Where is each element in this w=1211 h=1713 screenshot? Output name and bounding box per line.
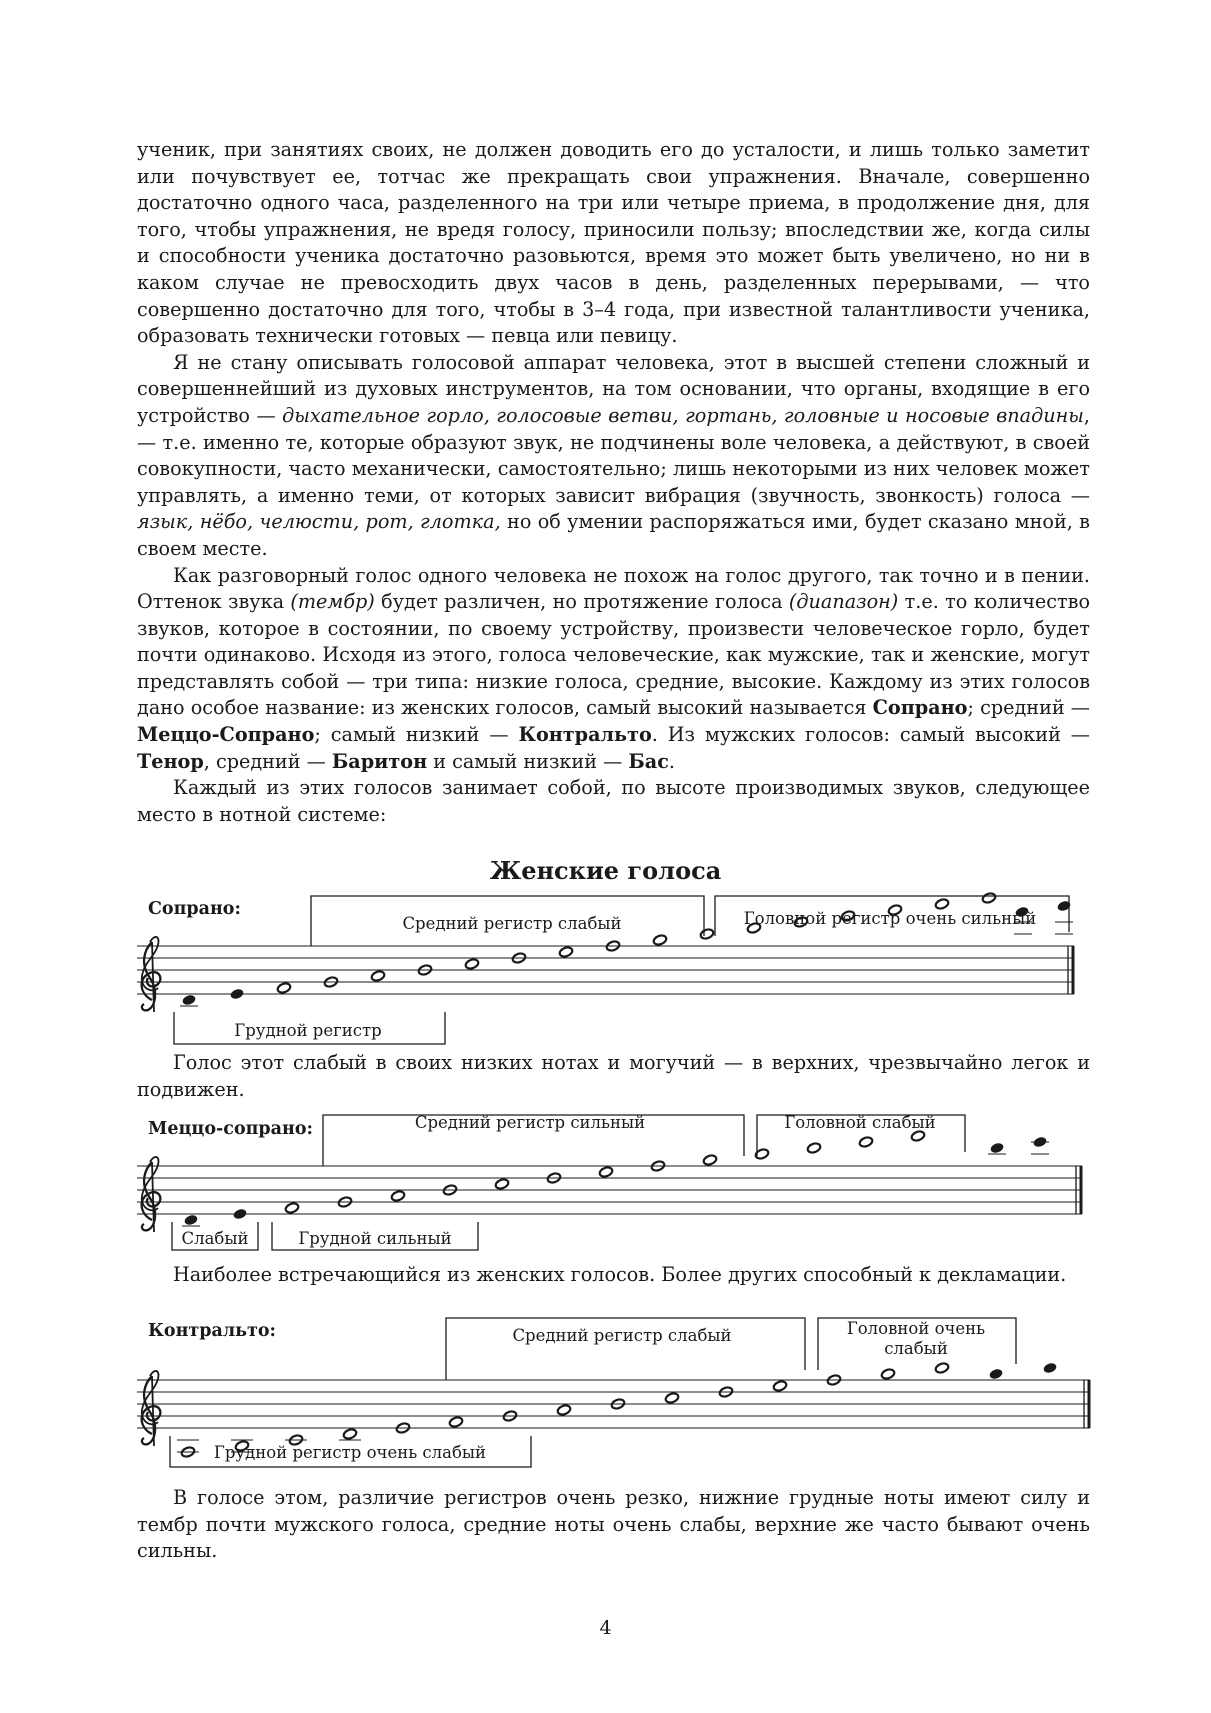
contralto-register-mid: Средний регистр слабый xyxy=(512,1326,732,1345)
treble-clef-icon xyxy=(142,937,161,1012)
treble-clef-icon xyxy=(142,1371,161,1446)
paragraph-1: ученик, при занятиях своих, не должен доводить его до усталости, и лишь только заметит или почувствует ее, тотчас же прекращать свои упражнения. Вначале, совершенно достаточно одного часа, разделенного на три или четыре приема, в продолжение дня, для того, чтобы упражнения, не вредя голосу, приносили пользу; впоследствии же, когда силы и способности ученика достаточно разовьются, время это может быть увеличено, но ни в каком случае не превосходить двух часов в день, разделенных перерывами, — что совершенно достаточно для того, чтобы в 3–4 года, при известной талантливости ученика, образовать технически готовых — певца или певицу. xyxy=(137,138,1090,348)
paragraph-2: Я не стану описывать голосовой аппарат человека, этот в высшей степени сложный и совершеннейший из духовых инструментов, на том основании, что органы, входящие в его устройство — дыхательное горло, голосовые ветви, гортань, головные и носовые впадины, — т.е. именно те, которые образуют звук, не подчинены воле человека, а действуют, в своей совокупности, часто механически, самостоятельно; лишь некоторыми из них человек может управлять, а именно теми, от которых зависит вибрация (звучность, звонкость) голоса — язык, нёбо, челюсти, рот, глотка, но об умении распоряжаться ими, будет сказано мной, в своем месте. xyxy=(137,350,1090,560)
page-number: 4 xyxy=(599,1617,612,1639)
paragraph-3: Как разговорный голос одного человека не похож на голос другого, так точно и в пении. Оттенок звука (тембр) будет различен, но протяжение голоса (диапазон) т.е. то количество звуков, которое в состоянии, по своему устройству, произвести человеческое горло, будет почти одинаково. Исходя из этого, голоса человеческие, как мужские, так и женские, могут представлять собой — три типа: низкие голоса, средние, высокие. Каждому из этих голосов дано особое название: из женских голосов, самый высокий называется Сопрано; средний — Меццо-Сопрано; самый низкий — Контральто. Из мужских голосов: самый высокий — Тенор, средний — Баритон и самый низкий — Бас. xyxy=(137,563,1090,773)
soprano-label: Сопрано: xyxy=(148,899,241,919)
contralto-caption: В голосе этом, различие регистров очень резко, нижние грудные ноты имеют силу и тембр почти мужского голоса, средние ноты очень слабы, верхние же часто бывают очень сильны. xyxy=(137,1486,1090,1563)
soprano-register-mid: Средний регистр слабый xyxy=(402,914,622,933)
soprano-register-chest: Грудной регистр xyxy=(234,1021,382,1040)
mezzo-label: Меццо-сопрано: xyxy=(148,1119,313,1139)
soprano-register-head: Головной регистр очень сильный xyxy=(743,909,1037,928)
contralto-register-head-line1: Головной очень xyxy=(846,1319,986,1338)
mezzo-register-mid: Средний регистр сильный xyxy=(414,1113,646,1132)
treble-clef-icon xyxy=(142,1157,161,1232)
contralto-label: Контральто: xyxy=(148,1321,277,1341)
section-heading: Женские голоса xyxy=(489,856,722,885)
mezzo-register-head: Головной слабый xyxy=(784,1113,936,1132)
mezzo-register-chest: Грудной сильный xyxy=(298,1229,452,1248)
contralto-register-head-line2: слабый xyxy=(884,1339,948,1358)
paragraph-4: Каждый из этих голосов занимает собой, по высоте производимых звуков, следующее место в нотной системе: xyxy=(137,776,1090,826)
mezzo-caption: Наиболее встречающийся из женских голосов. Более других способный к декламации. xyxy=(173,1263,1067,1286)
contralto-register-chest: Грудной регистр очень слабый xyxy=(213,1443,487,1462)
soprano-caption: Голос этот слабый в своих низких нотах и могучий — в верхних, чрезвычайно легок и подвижен. xyxy=(137,1051,1090,1101)
mezzo-register-weak: Слабый xyxy=(181,1229,249,1248)
